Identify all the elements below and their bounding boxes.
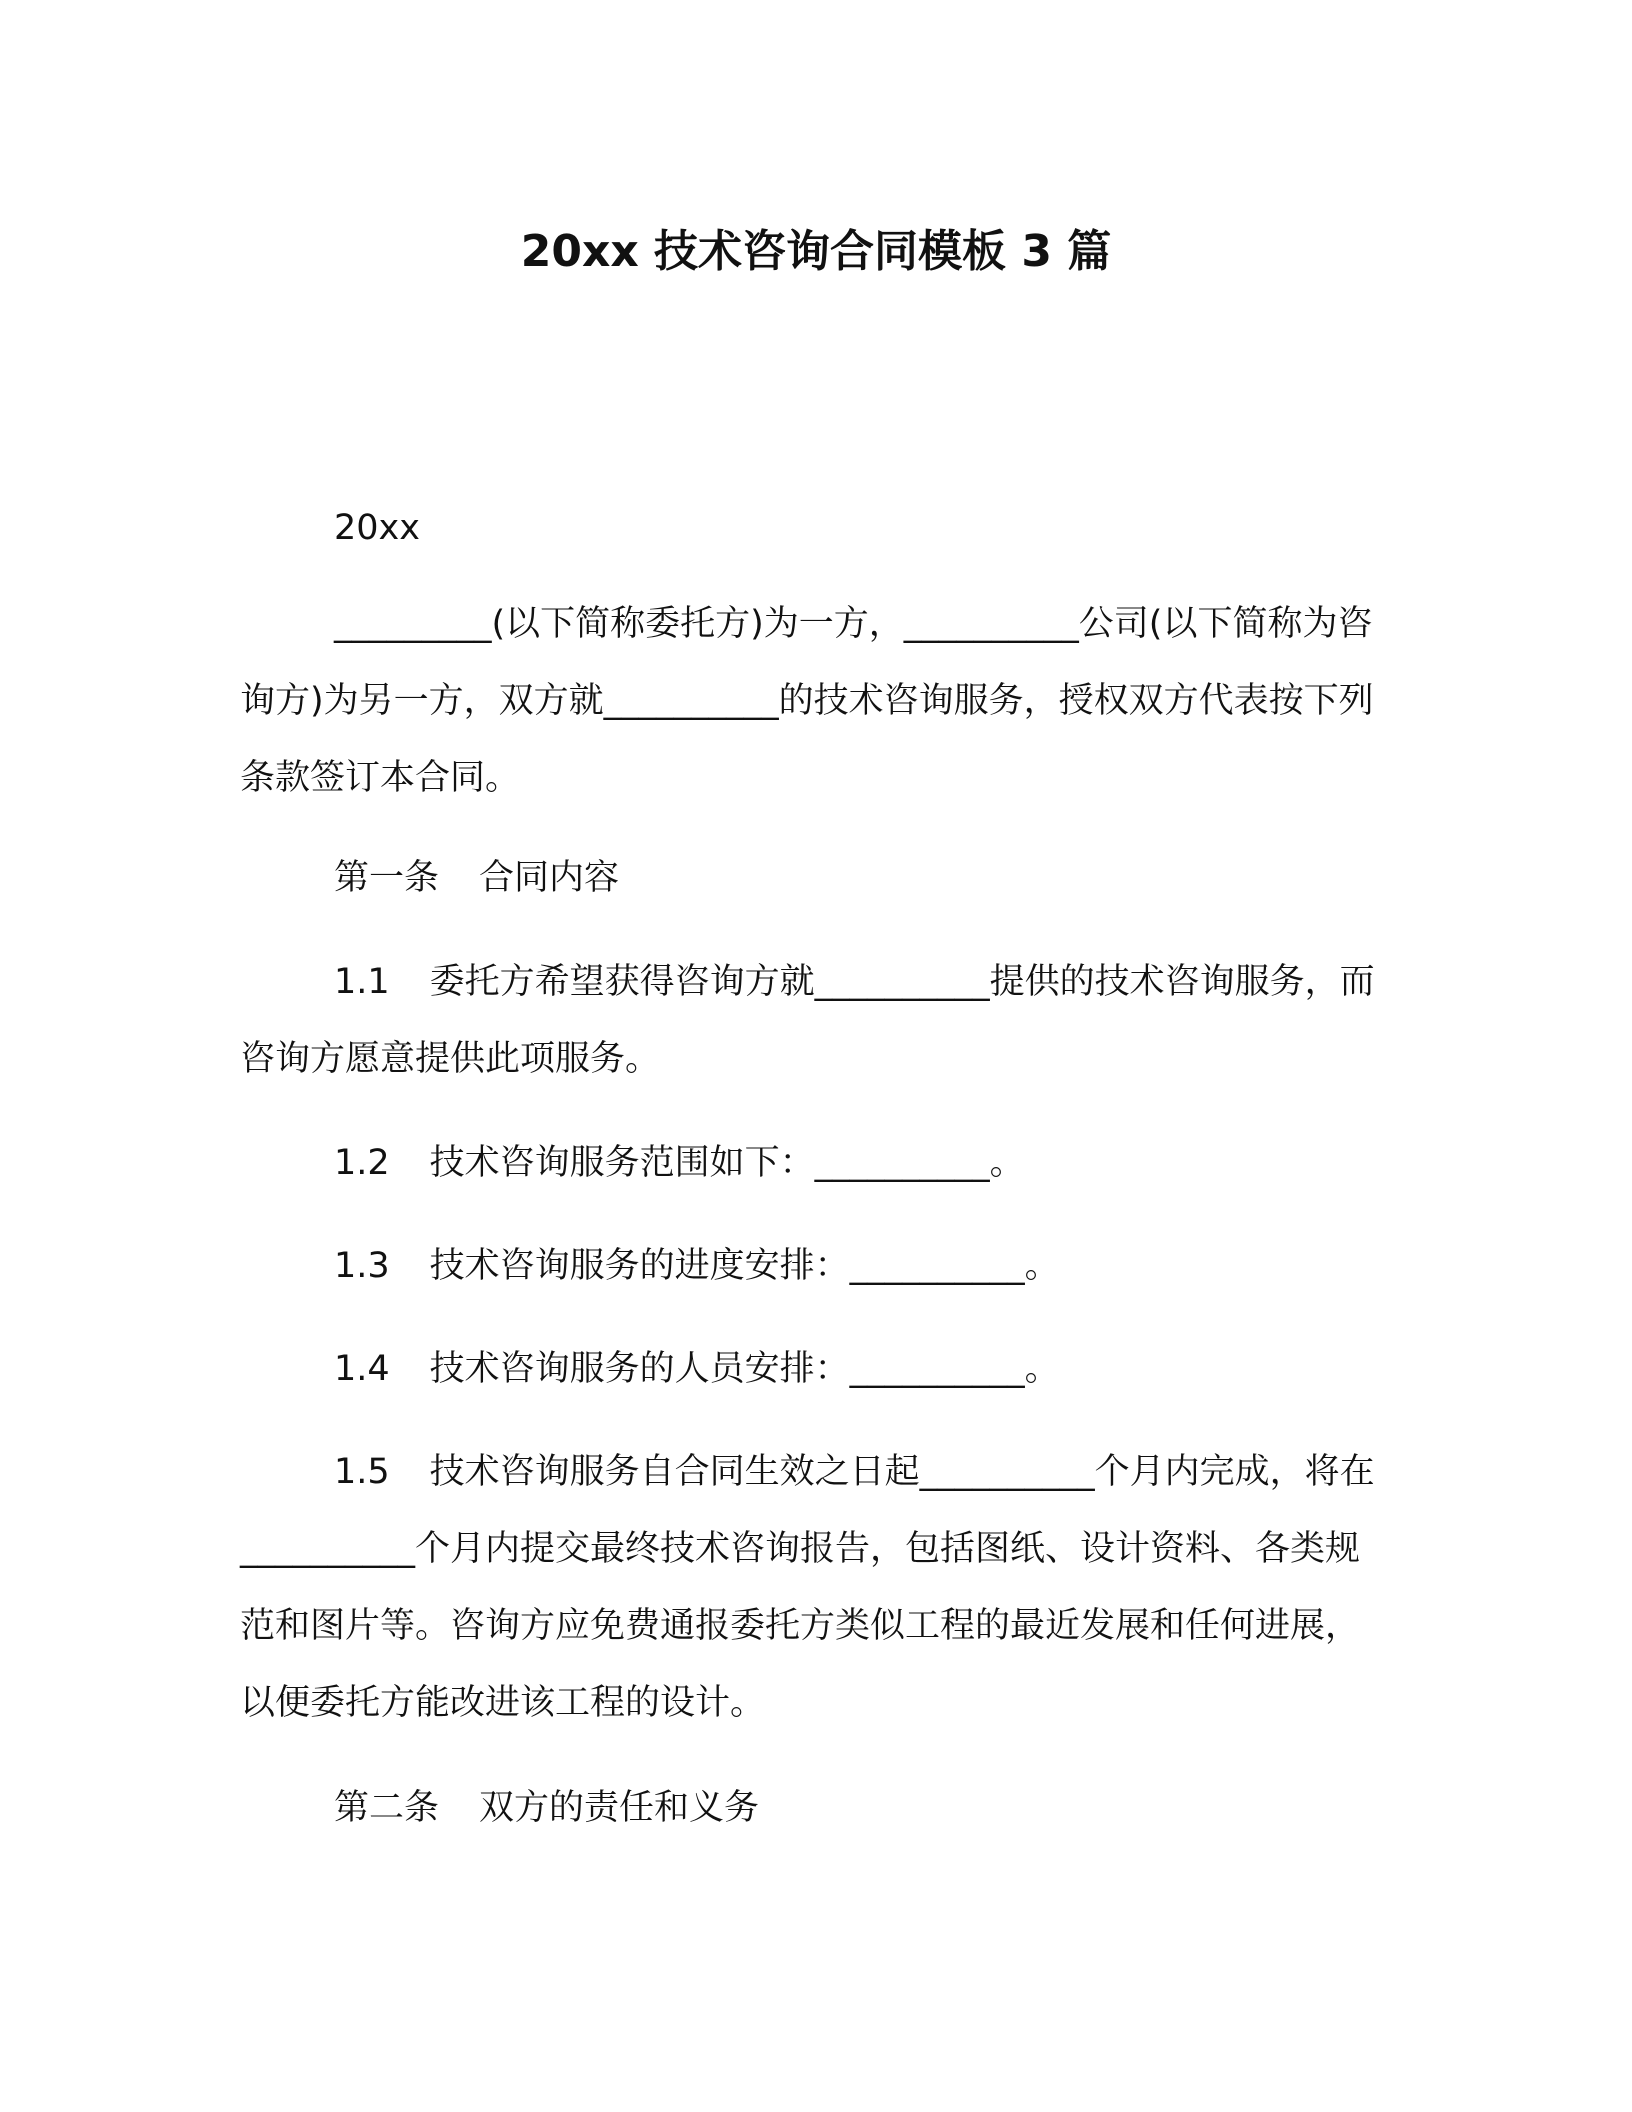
clause-1-5 bbox=[240, 1434, 1386, 1742]
clause-text: 技术咨询服务范围如下：__________。 bbox=[429, 1143, 1025, 1183]
clause-number: 1.5 bbox=[334, 1452, 390, 1492]
intro-paragraph: _________(以下简称委托方)为一方，__________公司(以下简称为咨询方)为另一方，双方就__________的技术咨询服务，授权双方代表按下列条款签订本合同。 bbox=[240, 604, 1374, 798]
clause-1-2 bbox=[240, 1125, 1386, 1202]
clause-text: 委托方希望获得咨询方就__________提供的技术咨询服务，而咨询方愿意提供此项服务。 bbox=[240, 962, 1375, 1079]
clause-number: 1.4 bbox=[334, 1349, 390, 1389]
clause-number: 1.2 bbox=[334, 1143, 390, 1183]
clause-number: 1.1 bbox=[334, 962, 390, 1002]
article-1-number: 第一条 bbox=[334, 858, 440, 898]
clause-number: 1.3 bbox=[334, 1246, 390, 1286]
clause-1-1 bbox=[240, 944, 1386, 1098]
clause-1-3 bbox=[240, 1228, 1386, 1305]
document-title: 20xx 技术咨询合同模板 3 篇 bbox=[520, 226, 1112, 277]
article-2-number: 第二条 bbox=[334, 1788, 440, 1828]
clause-1-4 bbox=[240, 1331, 1386, 1408]
clause-text: 技术咨询服务自合同生效之日起__________个月内完成，将在__________个月内提交最终技术咨询报告，包括图纸、设计资料、各类规范和图片等。咨询方应免费通报委托方类似工程的最近发展和任何进展，以便委托方能改进该工程的设计。 bbox=[240, 1452, 1375, 1723]
article-2-heading bbox=[240, 1770, 1386, 1847]
year-line: 20xx bbox=[334, 508, 420, 548]
article-2-title: 双方的责任和义务 bbox=[479, 1788, 760, 1828]
article-1-heading bbox=[240, 840, 1386, 917]
article-1-title: 合同内容 bbox=[479, 858, 620, 898]
clause-text: 技术咨询服务的人员安排：__________。 bbox=[429, 1349, 1060, 1389]
clause-text: 技术咨询服务的进度安排：__________。 bbox=[429, 1246, 1060, 1286]
